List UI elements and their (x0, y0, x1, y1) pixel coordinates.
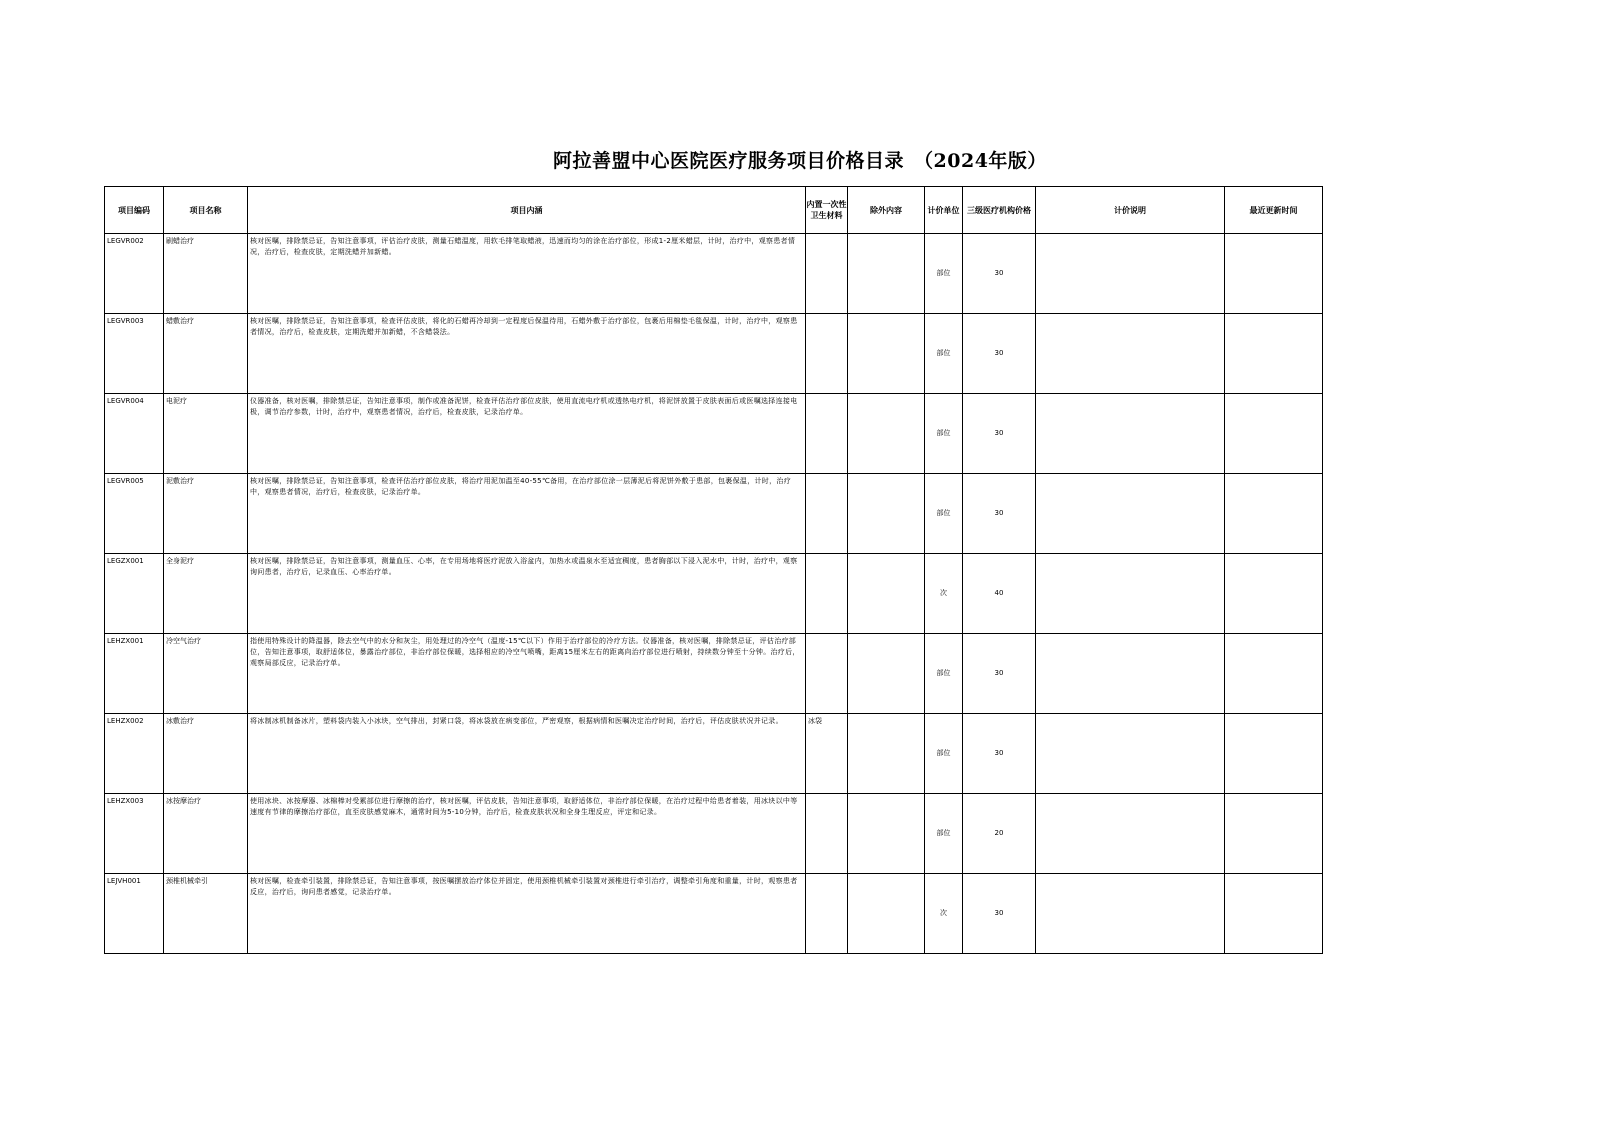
header-consumable: 内置一次性卫生材料 (806, 187, 848, 234)
item-unit: 部位 (925, 634, 963, 714)
header-exclude: 除外内容 (848, 187, 925, 234)
header-name: 项目名称 (164, 187, 248, 234)
item-updated (1225, 234, 1323, 314)
item-price: 30 (963, 634, 1036, 714)
item-consumable (806, 394, 848, 474)
price-table (104, 186, 1323, 954)
item-code: LEJVH001 (105, 874, 164, 954)
item-exclude (848, 794, 925, 874)
item-unit: 次 (925, 874, 963, 954)
item-consumable (806, 874, 848, 954)
item-exclude (848, 314, 925, 394)
item-name: 蜡敷治疗 (164, 314, 248, 394)
item-content: 核对医嘱，排除禁忌证，告知注意事项，测量血压、心率，在专用场地将医疗泥放入浴盆内，加热水或温泉水至适宜稠度，患者胸部以下浸入泥水中，计时，治疗中，观察询问患者，治疗后，记录血压、心率治疗单。 (248, 554, 806, 634)
item-code: LEGVR002 (105, 234, 164, 314)
item-code: LEGZX001 (105, 554, 164, 634)
item-name: 冰按摩治疗 (164, 794, 248, 874)
item-unit: 部位 (925, 234, 963, 314)
table-row (105, 234, 1323, 314)
item-content: 仪器准备，核对医嘱，排除禁忌证，告知注意事项，制作或准备泥饼，检查评估治疗部位皮肤，使用直流电疗机或透热电疗机，将泥饼放置于皮肤表面后或医嘱选择连接电极，调节治疗参数，计时，治疗中，观察患者情况，治疗后，检查皮肤，记录治疗单。 (248, 394, 806, 474)
item-content: 核对医嘱，检查牵引装置，排除禁忌证，告知注意事项，按医嘱摆放治疗体位并固定，使用颈椎机械牵引装置对颈椎进行牵引治疗，调整牵引角度和重量，计时，观察患者反应，治疗后，询问患者感觉，记录治疗单。 (248, 874, 806, 954)
item-note (1036, 874, 1225, 954)
item-updated (1225, 634, 1323, 714)
item-content: 指使用特殊设计的降温器，除去空气中的水分和灰尘，用处理过的冷空气（温度-15℃以下）作用于治疗部位的冷疗方法。仪器准备，核对医嘱，排除禁忌证，评估治疗部位，告知注意事项，取舒适体位，暴露治疗部位，非治疗部位保暖，选择相应的冷空气喷嘴，距离15厘米左右的距离向治疗部位进行喷射，持续数分钟至十分钟。治疗后，观察局部反应，记录治疗单。 (248, 634, 806, 714)
item-content: 核对医嘱，排除禁忌证，告知注意事项，检查评估皮肤，将化的石蜡再冷却到一定程度后保温待用，石蜡外敷于治疗部位，包裹后用棉垫毛毯保温，计时，治疗中，观察患者情况，治疗后，检查皮肤，定期洗蜡并加新蜡，不含蜡袋法。 (248, 314, 806, 394)
item-updated (1225, 794, 1323, 874)
item-name: 颈椎机械牵引 (164, 874, 248, 954)
item-exclude (848, 554, 925, 634)
item-price: 40 (963, 554, 1036, 634)
item-consumable (806, 234, 848, 314)
item-exclude (848, 714, 925, 794)
table-row (105, 874, 1323, 954)
table-row (105, 634, 1323, 714)
table-row (105, 314, 1323, 394)
item-note (1036, 314, 1225, 394)
item-updated (1225, 714, 1323, 794)
item-note (1036, 234, 1225, 314)
header-row (105, 187, 1323, 234)
item-name: 泥敷治疗 (164, 474, 248, 554)
item-consumable (806, 314, 848, 394)
item-unit: 部位 (925, 794, 963, 874)
item-exclude (848, 634, 925, 714)
table-row (105, 474, 1323, 554)
item-updated (1225, 474, 1323, 554)
item-name: 电泥疗 (164, 394, 248, 474)
item-content: 将冰制冰机制备冰片，塑料袋内装入小冰块，空气排出，封紧口袋，将冰袋放在病变部位，严密观察，根据病情和医嘱决定治疗时间，治疗后，评估皮肤状况并记录。 (248, 714, 806, 794)
item-content: 使用冰块、冰按摩器、冰棉棒对受累部位进行摩擦的治疗，核对医嘱，评估皮肤，告知注意事项，取舒适体位，非治疗部位保暖，在治疗过程中给患者着装，用冰块以中等速度有节律的摩擦治疗部位，直至皮肤感觉麻木，通常时间为5-10分钟，治疗后，检查皮肤状况和全身生理反应，评定和记录。 (248, 794, 806, 874)
item-note (1036, 554, 1225, 634)
header-content: 项目内涵 (248, 187, 806, 234)
item-note (1036, 794, 1225, 874)
table-row (105, 714, 1323, 794)
table-row (105, 554, 1323, 634)
item-content: 核对医嘱，排除禁忌证，告知注意事项，评估治疗皮肤，测量石蜡温度，用软毛排笔取蜡液，迅速而均匀的涂在治疗部位，形成1-2厘米蜡层，计时，治疗中，观察患者情况，治疗后，检查皮肤，定期洗蜡并加新蜡。 (248, 234, 806, 314)
item-note (1036, 474, 1225, 554)
item-code: LEGVR005 (105, 474, 164, 554)
item-price: 30 (963, 874, 1036, 954)
item-note (1036, 634, 1225, 714)
header-code: 项目编码 (105, 187, 164, 234)
item-consumable (806, 554, 848, 634)
item-code: LEHZX001 (105, 634, 164, 714)
item-price: 30 (963, 234, 1036, 314)
item-note (1036, 714, 1225, 794)
item-consumable: 冰袋 (806, 714, 848, 794)
item-consumable (806, 794, 848, 874)
header-unit: 计价单位 (925, 187, 963, 234)
item-updated (1225, 554, 1323, 634)
item-price: 30 (963, 394, 1036, 474)
item-unit: 部位 (925, 314, 963, 394)
header-price: 三级医疗机构价格 (963, 187, 1036, 234)
item-unit: 部位 (925, 394, 963, 474)
item-note (1036, 394, 1225, 474)
item-exclude (848, 234, 925, 314)
table-row (105, 394, 1323, 474)
item-code: LEGVR003 (105, 314, 164, 394)
header-note: 计价说明 (1036, 187, 1225, 234)
item-unit: 部位 (925, 714, 963, 794)
item-price: 30 (963, 314, 1036, 394)
item-name: 冰敷治疗 (164, 714, 248, 794)
item-name: 冷空气治疗 (164, 634, 248, 714)
item-code: LEGVR004 (105, 394, 164, 474)
page-title: 阿拉善盟中心医院医疗服务项目价格目录 （2024年版） (553, 150, 1047, 172)
item-name: 刷蜡治疗 (164, 234, 248, 314)
item-unit: 次 (925, 554, 963, 634)
table-row (105, 794, 1323, 874)
item-updated (1225, 314, 1323, 394)
header-updated: 最近更新时间 (1225, 187, 1323, 234)
item-exclude (848, 474, 925, 554)
item-consumable (806, 474, 848, 554)
item-updated (1225, 874, 1323, 954)
item-content: 核对医嘱，排除禁忌证，告知注意事项，检查评估治疗部位皮肤，将治疗用泥加温至40-55℃备用，在治疗部位涂一层薄泥后将泥饼外敷于患部，包裹保温，计时，治疗中，观察患者情况，治疗后，检查皮肤，记录治疗单。 (248, 474, 806, 554)
item-price: 30 (963, 474, 1036, 554)
item-code: LEHZX003 (105, 794, 164, 874)
item-code: LEHZX002 (105, 714, 164, 794)
item-price: 30 (963, 714, 1036, 794)
item-name: 全身泥疗 (164, 554, 248, 634)
item-updated (1225, 394, 1323, 474)
item-exclude (848, 394, 925, 474)
item-unit: 部位 (925, 474, 963, 554)
item-exclude (848, 874, 925, 954)
item-price: 20 (963, 794, 1036, 874)
item-consumable (806, 634, 848, 714)
